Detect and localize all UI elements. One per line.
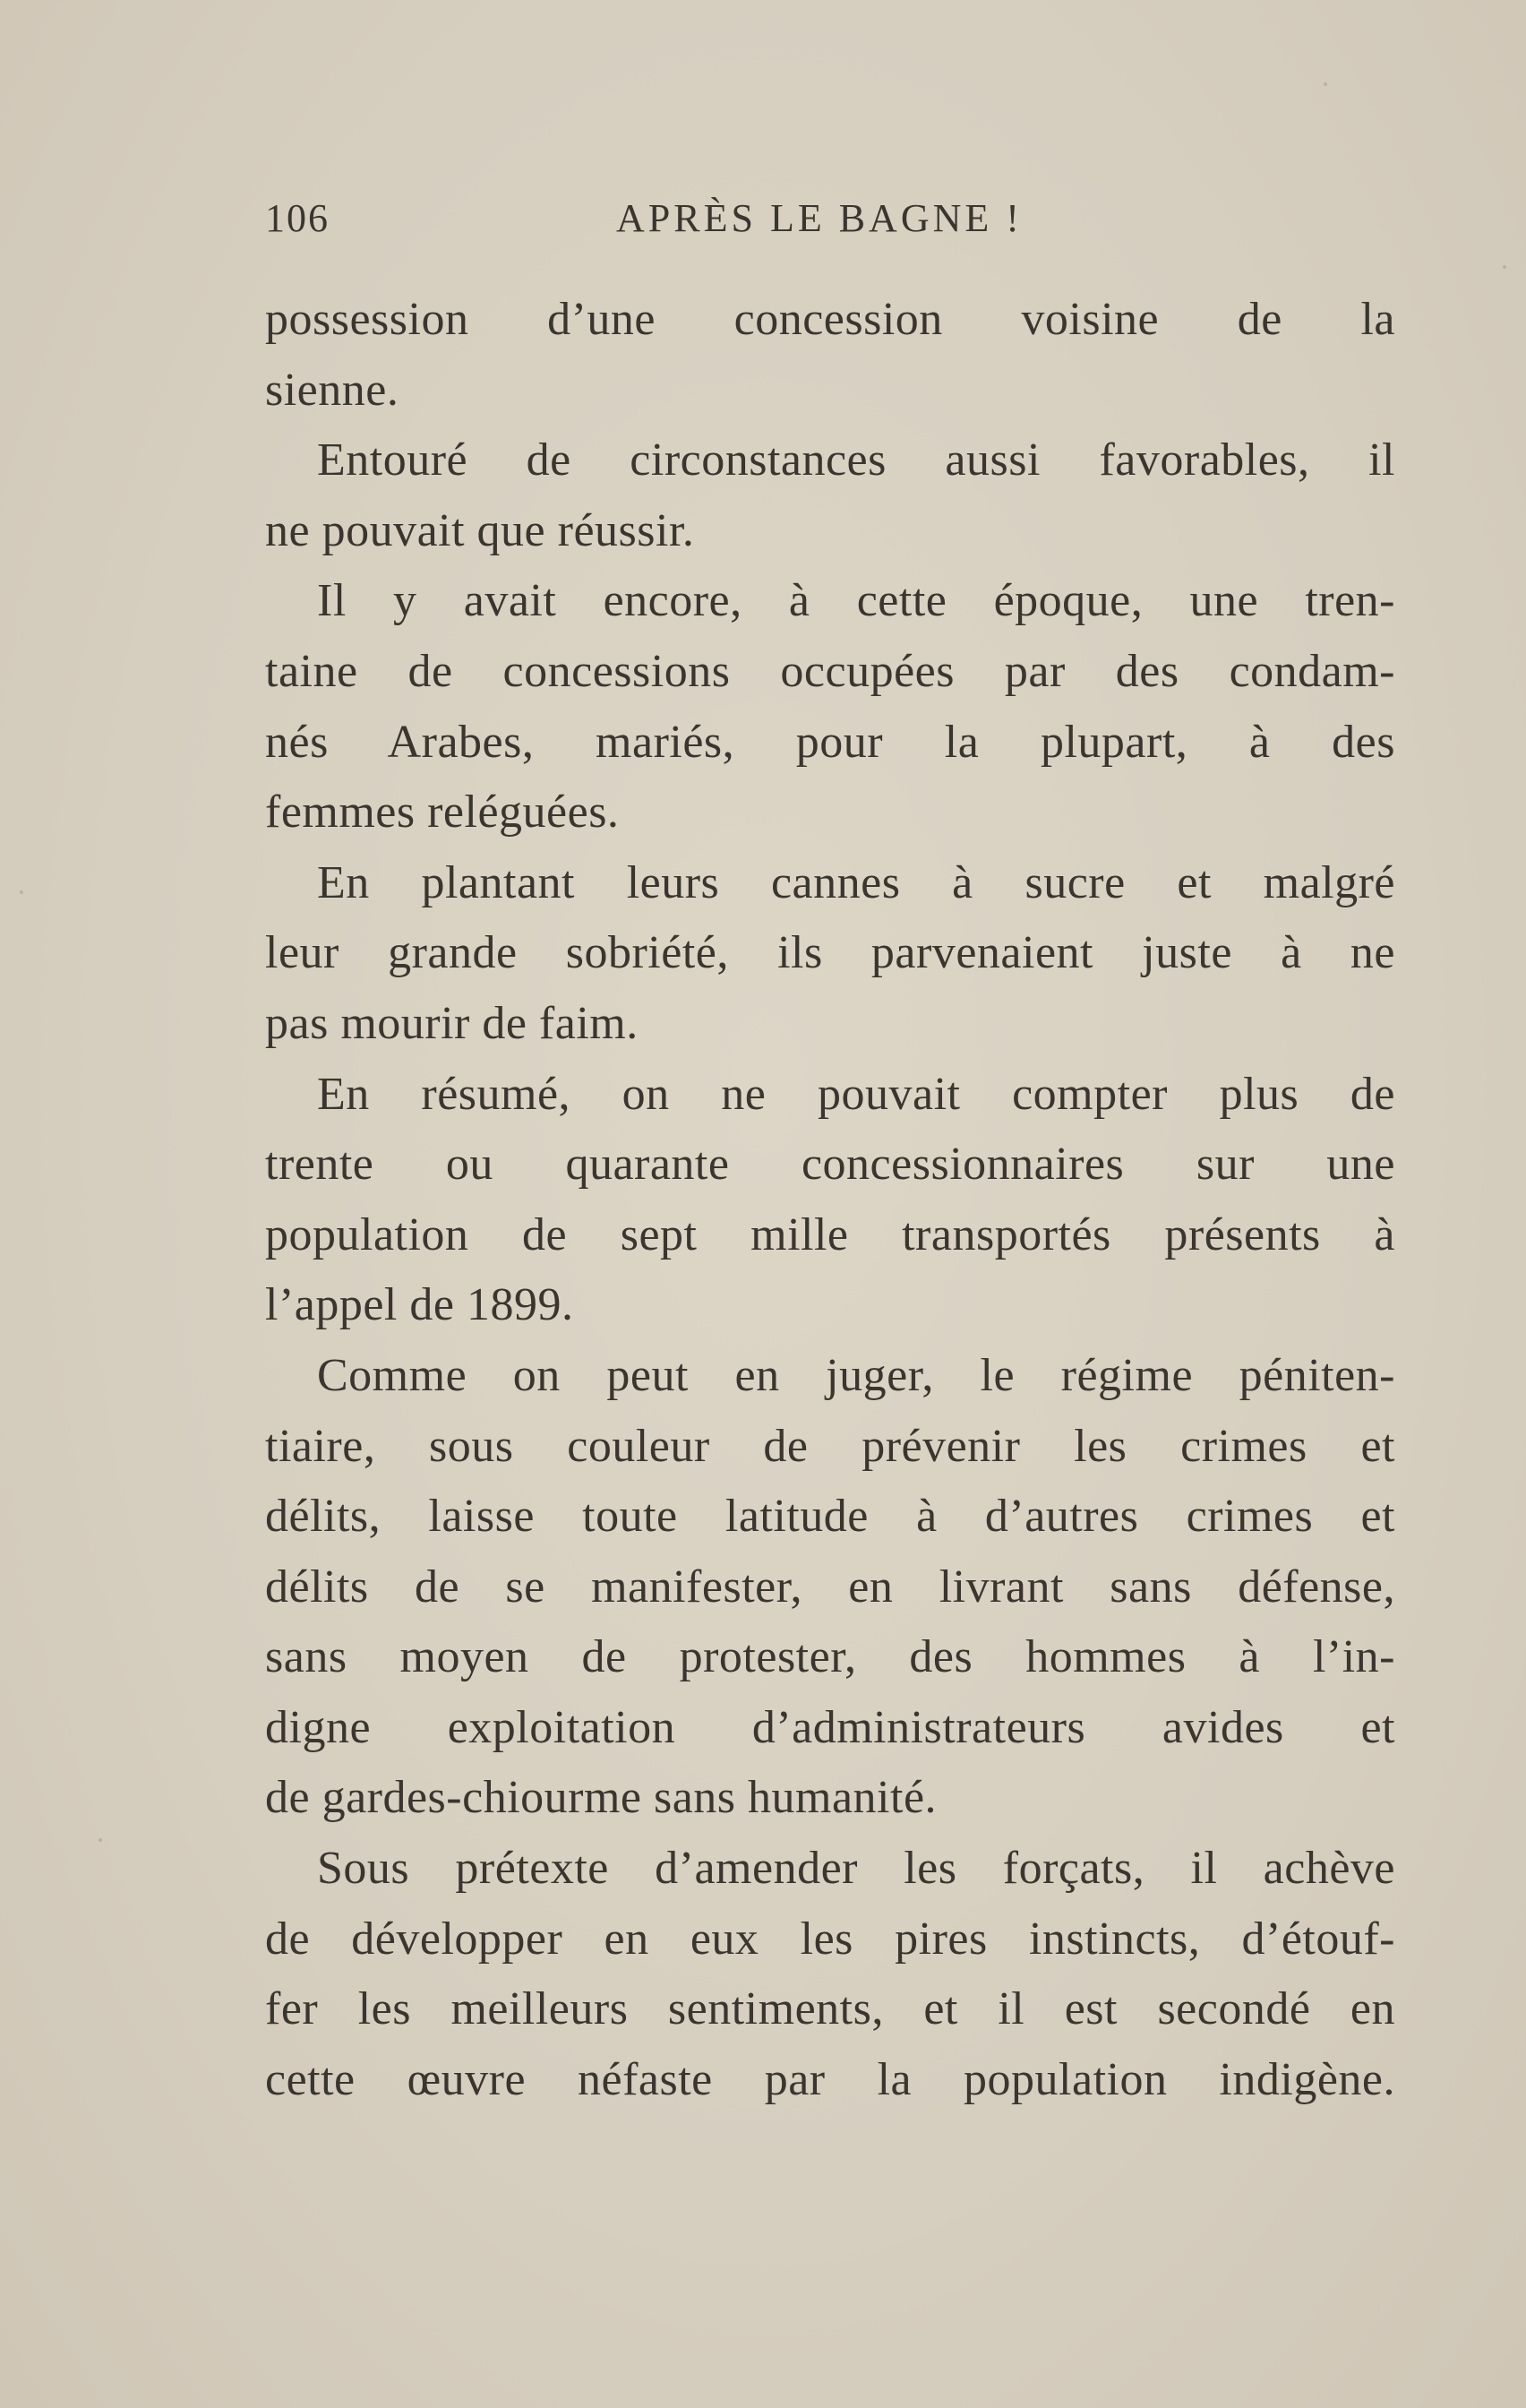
paper-speck (20, 890, 23, 894)
text-line: l’appel de 1899. (265, 1279, 574, 1331)
text-line: sans moyen de protester, des hommes à l’in- (265, 1631, 1395, 1683)
paper-speck (1324, 82, 1327, 86)
text-line: Sous prétexte d’amender les forçats, il achève (317, 1843, 1395, 1895)
text-line: délits, laisse toute latitude à d’autres crimes et (265, 1491, 1395, 1543)
text-line: tiaire, sous couleur de prévenir les crimes et (265, 1420, 1395, 1472)
text-line: En résumé, on ne pouvait compter plus de (317, 1068, 1395, 1120)
text-line: ne pouvait que réussir. (265, 504, 695, 556)
text-line: digne exploitation d’administrateurs avides et (265, 1701, 1395, 1753)
paper-speck (99, 1838, 102, 1842)
text-line: nés Arabes, mariés, pour la plupart, à des (265, 716, 1395, 768)
text-line: Il y avait encore, à cette époque, une tren- (317, 575, 1395, 627)
paper-speck (1503, 265, 1506, 269)
text-line: de développer en eux les pires instincts, d’étouf- (265, 1913, 1395, 1965)
text-line: Comme on peut en juger, le régime péniten- (317, 1349, 1395, 1401)
running-head (265, 195, 1395, 249)
text-line: cette œuvre néfaste par la population indigène. (265, 2053, 1395, 2105)
text-line: fer les meilleurs sentiments, et il est secondé en (265, 1983, 1395, 2035)
text-line: trente ou quarante concessionnaires sur une (265, 1139, 1395, 1191)
page-number: 106 (265, 196, 330, 240)
text-line: femmes reléguées. (265, 787, 620, 838)
text-line: pas mourir de faim. (265, 997, 639, 1049)
running-title: APRÈS LE BAGNE ! (616, 196, 1023, 240)
text-line: En plantant leurs cannes à sucre et malgré (317, 856, 1395, 908)
text-line: population de sept mille transportés présents à (265, 1208, 1395, 1260)
text-line: Entouré de circonstances aussi favorables, il (317, 434, 1395, 486)
text-line: sienne. (265, 364, 399, 416)
text-line: leur grande sobriété, ils parvenaient juste à ne (265, 927, 1395, 979)
text-line: de gardes-chiourme sans humanité. (265, 1772, 938, 1824)
body-text (265, 285, 1395, 2115)
text-line: délits de se manifester, en livrant sans défense, (265, 1561, 1395, 1612)
text-line: taine de concessions occupées par des condam- (265, 645, 1395, 697)
text-line: possession d’une concession voisine de la (265, 294, 1395, 345)
